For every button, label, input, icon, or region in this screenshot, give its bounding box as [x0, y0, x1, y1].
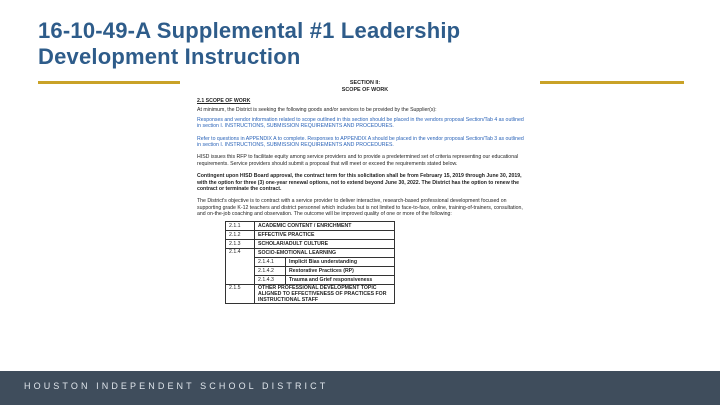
document-section-header: [190, 76, 540, 93]
subitem-label: Trauma and Grief responsiveness: [286, 276, 395, 285]
response-note: Responses and vendor information related to scope outlined in this section should be placed in the vendors proposal Section/Tab 4 as outlined in section I. INSTRUCTIONS, SUBMISSION REQUIREMENTS AND PROCEDURES.: [197, 116, 524, 130]
slide-title-line-1: 16-10-49-A Supplemental #1 Leadership: [38, 18, 461, 43]
table-row: [226, 221, 395, 230]
section-label: SECTION II:: [349, 80, 381, 86]
item-label: SCHOLAR/ADULT CULTURE: [255, 239, 395, 248]
table-row: [226, 230, 395, 239]
objective-paragraph: The District's objective is to contract with a service provider to deliver interactive, research-based professional development focused on supporting grade K-12 teachers and district personnel which includes but is not limited to face-to-face, online, training-of-trainers, consultation, and on-the-job coaching and observation. The outcome will be improved quality of one or more of the following:: [197, 198, 523, 218]
intro-paragraph: At minimum, the District is seeking the following goods and/or services to be provided by the Supplier(s):: [197, 107, 437, 114]
appendix-note: Refer to questions in APPENDIX A to complete. Responses to APPENDIX A should be placed in the vendor proposal Section/Tab 3 as outlined in section I. INSTRUCTIONS, SUBMISSION REQUIREMENTS AND PROCEDURES.: [197, 135, 524, 149]
item-label: OTHER PROFESSIONAL DEVELOPMENT TOPIC ALIGNED TO EFFECTIVENESS OF PRACTICES FOR INSTRUCTIONAL STAFF: [255, 285, 395, 304]
title-rule-right: [540, 81, 684, 84]
requirements-table: [225, 221, 395, 305]
slide-title-line-2: Development Instruction: [38, 44, 301, 69]
item-number: 2.1.2: [226, 230, 255, 239]
subitem-number: 2.1.4.1: [255, 258, 286, 267]
equity-paragraph: HISD issues this RFP to facilitate equity among service providers and to provide a predetermined set of criteria representing our educational requirements. Service providers should submit a proposal that will meet or exceed the requirements stated below.: [197, 154, 519, 167]
subitem-label: Restorative Practices (RP): [286, 267, 395, 276]
slide-title: [38, 18, 678, 70]
table-row: [226, 285, 395, 304]
item-label: EFFECTIVE PRACTICE: [255, 230, 395, 239]
item-label: SOCIO-EMOTIONAL LEARNING: [255, 248, 395, 257]
subitem-number: 2.1.4.2: [255, 267, 286, 276]
item-number: 2.1.5: [226, 285, 255, 304]
document-image: [180, 76, 540, 383]
document-body: [197, 98, 529, 304]
item-number: 2.1.4: [226, 248, 255, 284]
item-number: 2.1.3: [226, 239, 255, 248]
table-row: [226, 239, 395, 248]
item-number: 2.1.1: [226, 221, 255, 230]
section-title: SCOPE OF WORK: [341, 86, 389, 93]
subitem-number: 2.1.4.3: [255, 276, 286, 285]
contract-term-paragraph: Contingent upon HISD Board approval, the contract term for this solicitation shall be from February 15, 2019 through June 30, 2019, with the option for three (3) one-year renewal options, not to extend beyond June 30, 2022. The District has the option to renew the contract or terminate the contract.: [197, 173, 522, 193]
table-row: [226, 248, 395, 257]
scope-heading: 2.1 SCOPE OF WORK: [197, 98, 251, 104]
subitem-label: Implicit Bias understanding: [286, 258, 395, 267]
footer-district-name: HOUSTON INDEPENDENT SCHOOL DISTRICT: [24, 381, 329, 391]
item-label: ACADEMIC CONTENT / ENRICHMENT: [255, 221, 395, 230]
title-rule-left: [38, 81, 180, 84]
